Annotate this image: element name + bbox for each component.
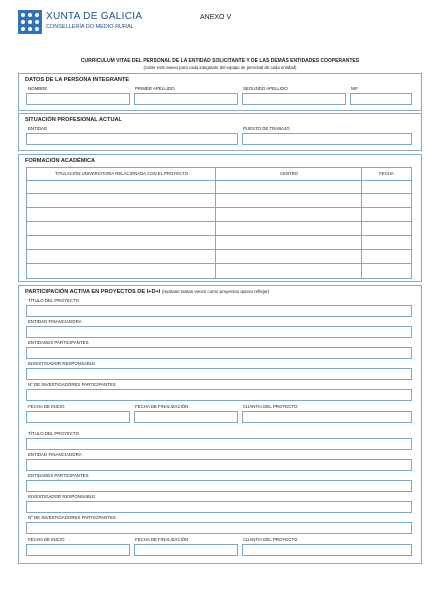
table-row[interactable] <box>27 207 411 222</box>
project-title-field[interactable] <box>26 305 412 317</box>
project-title-field[interactable] <box>26 438 412 450</box>
xunta-logo-icon <box>18 10 42 34</box>
amount-field[interactable] <box>242 411 412 423</box>
researcher-label: INVESTIGADOR RESPONSABLE <box>28 361 96 366</box>
first-surname-label: PRIMER APELLIDO <box>135 86 175 91</box>
num-researchers-label: Nº DE INVESTIGADORES PARTICIPANTES <box>28 382 116 387</box>
start-date-field[interactable] <box>26 544 130 556</box>
funding-entity-field[interactable] <box>26 326 412 338</box>
researcher-field[interactable] <box>26 368 412 380</box>
table-row[interactable] <box>27 193 411 208</box>
projects-section-title <box>25 289 269 295</box>
projects-title-note: (repítase tantas veces como proyectos quiera reflejar) <box>161 289 270 294</box>
second-surname-field[interactable] <box>242 93 346 105</box>
first-surname-field[interactable] <box>134 93 238 105</box>
participants-label: ENTIDADES PARTICIPANTES <box>28 473 89 478</box>
personal-section-title: DATOS DE LA PERSONA INTEGRANTE <box>25 77 130 83</box>
researcher-field[interactable] <box>26 501 412 513</box>
table-row[interactable] <box>27 179 411 194</box>
end-date-field[interactable] <box>134 544 238 556</box>
second-surname-label: SEGUNDO APELLIDO <box>243 86 288 91</box>
participants-field[interactable] <box>26 480 412 492</box>
project-title-label: TÍTULO DEL PROYECTO <box>28 431 79 436</box>
nif-field[interactable] <box>350 93 412 105</box>
num-researchers-field[interactable] <box>26 522 412 534</box>
date-column-header: FECHA <box>361 167 412 181</box>
researcher-label: INVESTIGADOR RESPONSABLE <box>28 494 96 499</box>
document-title: CURRICULUM VITAE DEL PERSONAL DE LA ENTIDAD SOLICITANTE Y DE LAS DEMÁS ENTIDADES COOPERANTES <box>80 58 360 64</box>
participants-label: ENTIDADES PARTICIPANTES <box>28 340 89 345</box>
center-column-header: CENTRO <box>215 167 363 181</box>
position-label: PUESTO DE TRABAJO <box>243 126 290 131</box>
amount-label: CUANTÍA DEL PROYECTO <box>243 404 298 409</box>
amount-label: CUANTÍA DEL PROYECTO <box>243 537 298 542</box>
table-row[interactable] <box>27 249 411 264</box>
academic-table <box>26 167 412 279</box>
start-date-field[interactable] <box>26 411 130 423</box>
end-date-label: FECHA DE FINALIZACIÓN <box>135 537 189 542</box>
num-researchers-field[interactable] <box>26 389 412 401</box>
position-field[interactable] <box>242 133 412 145</box>
table-row[interactable] <box>27 221 411 236</box>
degree-column-header: TITULACIÓN UNIVERSITARIA RELACIONADA CON EL PROYECTO <box>26 167 217 181</box>
participants-field[interactable] <box>26 347 412 359</box>
table-row[interactable] <box>27 235 411 250</box>
funding-entity-label: ENTIDAD FINANCIADORA <box>28 452 82 457</box>
entity-label: ENTIDAD <box>28 126 48 131</box>
nif-label: NIF <box>351 86 359 91</box>
brand-name: XUNTA DE GALICIA <box>46 11 143 22</box>
projects-title: PARTICIPACIÓN ACTIVA EN PROYECTOS DE I+D+I <box>25 289 161 295</box>
end-date-label: FECHA DE FINALIZACIÓN <box>135 404 189 409</box>
department-name: CONSELLERÍA DO MEDIO RURAL <box>46 24 134 30</box>
table-row[interactable] <box>27 263 411 277</box>
start-date-label: FECHA DE INICIO <box>28 537 65 542</box>
end-date-field[interactable] <box>134 411 238 423</box>
project-title-label: TÍTULO DEL PROYECTO <box>28 298 79 303</box>
funding-entity-field[interactable] <box>26 459 412 471</box>
document-subtitle: (cubrir este anexo para cada integrante del equipo de personal de cada entidad) <box>143 65 297 70</box>
start-date-label: FECHA DE INICIO <box>28 404 65 409</box>
name-field[interactable] <box>26 93 130 105</box>
professional-section-title: SITUACIÓN PROFESIONAL ACTUAL <box>25 117 122 123</box>
entity-field[interactable] <box>26 133 238 145</box>
funding-entity-label: ENTIDAD FINANCIADORA <box>28 319 82 324</box>
name-label: NOMBRE <box>28 86 48 91</box>
academic-section-title: FORMACIÓN ACADÉMICA <box>25 158 96 164</box>
num-researchers-label: Nº DE INVESTIGADORES PARTICIPANTES <box>28 515 116 520</box>
amount-field[interactable] <box>242 544 412 556</box>
annex-label: ANEXO V <box>200 14 232 21</box>
